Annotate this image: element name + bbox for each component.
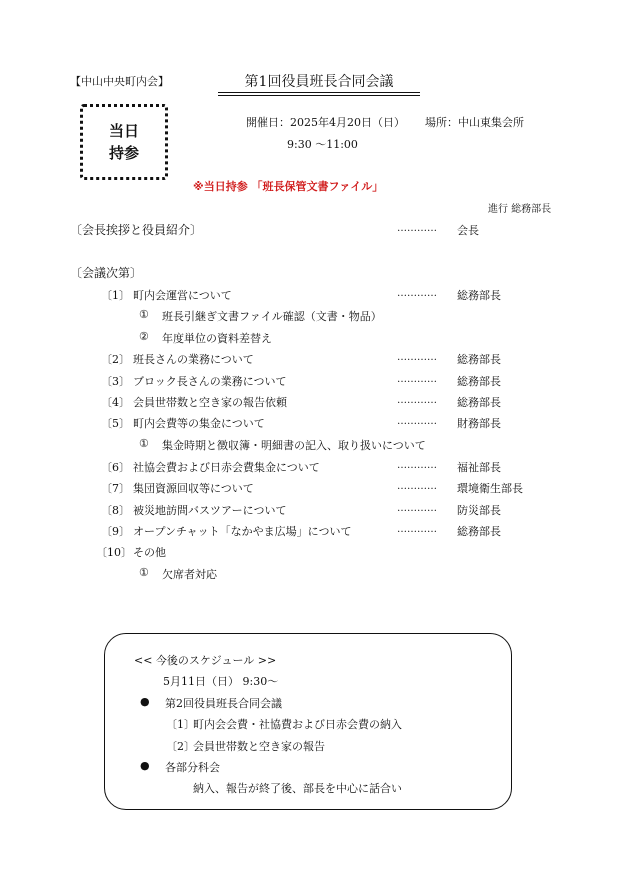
greeting-speaker: 会長 [457,224,479,237]
stamp-line-2: 持参 [108,144,139,162]
agenda-item-number: 〔7〕 [101,482,130,495]
agenda-item-speaker: 総務部長 [457,353,501,366]
leader-dots: ………… [397,288,437,299]
leader-dots: ………… [397,416,437,427]
stamp-line-1: 当日 [108,122,139,140]
schedule-meeting-name: 第2回役員班長合同会議 [165,697,282,710]
facilitator: 進行 総務部長 [488,204,552,215]
agenda-item-speaker: 環境衛生部長 [457,482,523,495]
meeting-time: 9:30 ～11:00 [287,138,358,151]
agenda-item-speaker: 財務部長 [457,417,501,430]
agenda-item-number: 〔8〕 [101,504,130,517]
organization-name: 【中山中央町内会】 [70,75,169,88]
agenda-item-number: 〔5〕 [101,417,130,430]
bullet-icon: ● [140,695,150,708]
agenda-section-title: 〔会議次第〕 [70,266,143,280]
sub-item-text: 班長引継ぎ文書ファイル確認（文書・物品） [162,310,382,323]
leader-dots: ………… [397,503,437,514]
sub-item-text: 欠席者対応 [162,568,217,581]
leader-dots: ………… [397,460,437,471]
schedule-title: << 今後のスケジュール >> [134,654,277,667]
agenda-item-speaker: 防災部長 [457,504,501,517]
agenda-item-number: 〔9〕 [101,525,130,538]
agenda-item-text: ブロック長さんの業務について [133,375,287,388]
sub-item-number: ① [139,308,149,321]
agenda-item-number: 〔10〕 [96,546,132,559]
agenda-item-speaker: 総務部長 [457,375,501,388]
agenda-item-text: 町内会運営について [133,289,232,302]
schedule-subcommittee: 各部分科会 [165,761,220,774]
schedule-item-text: 会員世帯数と空き家の報告 [193,740,325,753]
agenda-item-speaker: 総務部長 [457,289,501,302]
title-underline-bottom [218,95,420,96]
greeting-section-title: 〔会長挨拶と役員紹介〕 [70,223,203,237]
agenda-item-number: 〔4〕 [101,396,130,409]
sub-item-text: 集金時期と徴収簿・明細書の記入、取り扱いについて [162,439,426,452]
bullet-icon: ● [140,759,150,772]
sub-item-number: ② [139,330,149,343]
agenda-item-text: 町内会費等の集金について [133,417,265,430]
agenda-item-number: 〔3〕 [101,375,130,388]
schedule-item-text: 町内会会費・社協費および日赤会費の納入 [193,718,402,731]
sub-item-number: ① [139,437,149,450]
schedule-subcommittee-note: 納入、報告が終了後、部長を中心に話合い [193,782,402,795]
meeting-place: 場所：中山東集会所 [425,116,524,129]
agenda-item-text: その他 [133,546,166,559]
agenda-item-speaker: 福祉部長 [457,461,501,474]
agenda-item-text: 被災地訪問バスツアーについて [133,504,287,517]
schedule-date: 5月11日（日） 9:30～ [163,675,279,688]
leader-dots: ………… [397,395,437,406]
schedule-item-number: 〔2〕 [166,740,195,753]
agenda-item-speaker: 総務部長 [457,396,501,409]
leader-dots: ………… [397,374,437,385]
agenda-item-number: 〔1〕 [101,289,130,302]
agenda-item-text: 社協会費および日赤会費集金について [133,461,320,474]
sub-item-text: 年度単位の資料差替え [162,332,272,345]
agenda-item-text: 班長さんの業務について [133,353,254,366]
agenda-item-number: 〔2〕 [101,353,130,366]
agenda-item-text: 会員世帯数と空き家の報告依頼 [133,396,287,409]
bring-on-the-day-stamp [80,104,168,180]
greeting-leader-dots: ………… [397,223,437,234]
agenda-item-number: 〔6〕 [101,461,130,474]
bring-notice: ※当日持参 「班長保管文書ファイル」 [193,180,384,193]
document-title: 第1回役員班長合同会議 [244,74,394,90]
meeting-date: 開催日：2025年4月20日（日） [246,116,405,129]
leader-dots: ………… [397,481,437,492]
schedule-item-number: 〔1〕 [166,718,195,731]
agenda-item-text: 集団資源回収等について [133,482,254,495]
agenda-item-speaker: 総務部長 [457,525,501,538]
title-underline-top [218,92,420,93]
leader-dots: ………… [397,352,437,363]
agenda-item-text: オープンチャット「なかやま広場」について [133,525,352,538]
sub-item-number: ① [139,566,149,579]
leader-dots: ………… [397,524,437,535]
